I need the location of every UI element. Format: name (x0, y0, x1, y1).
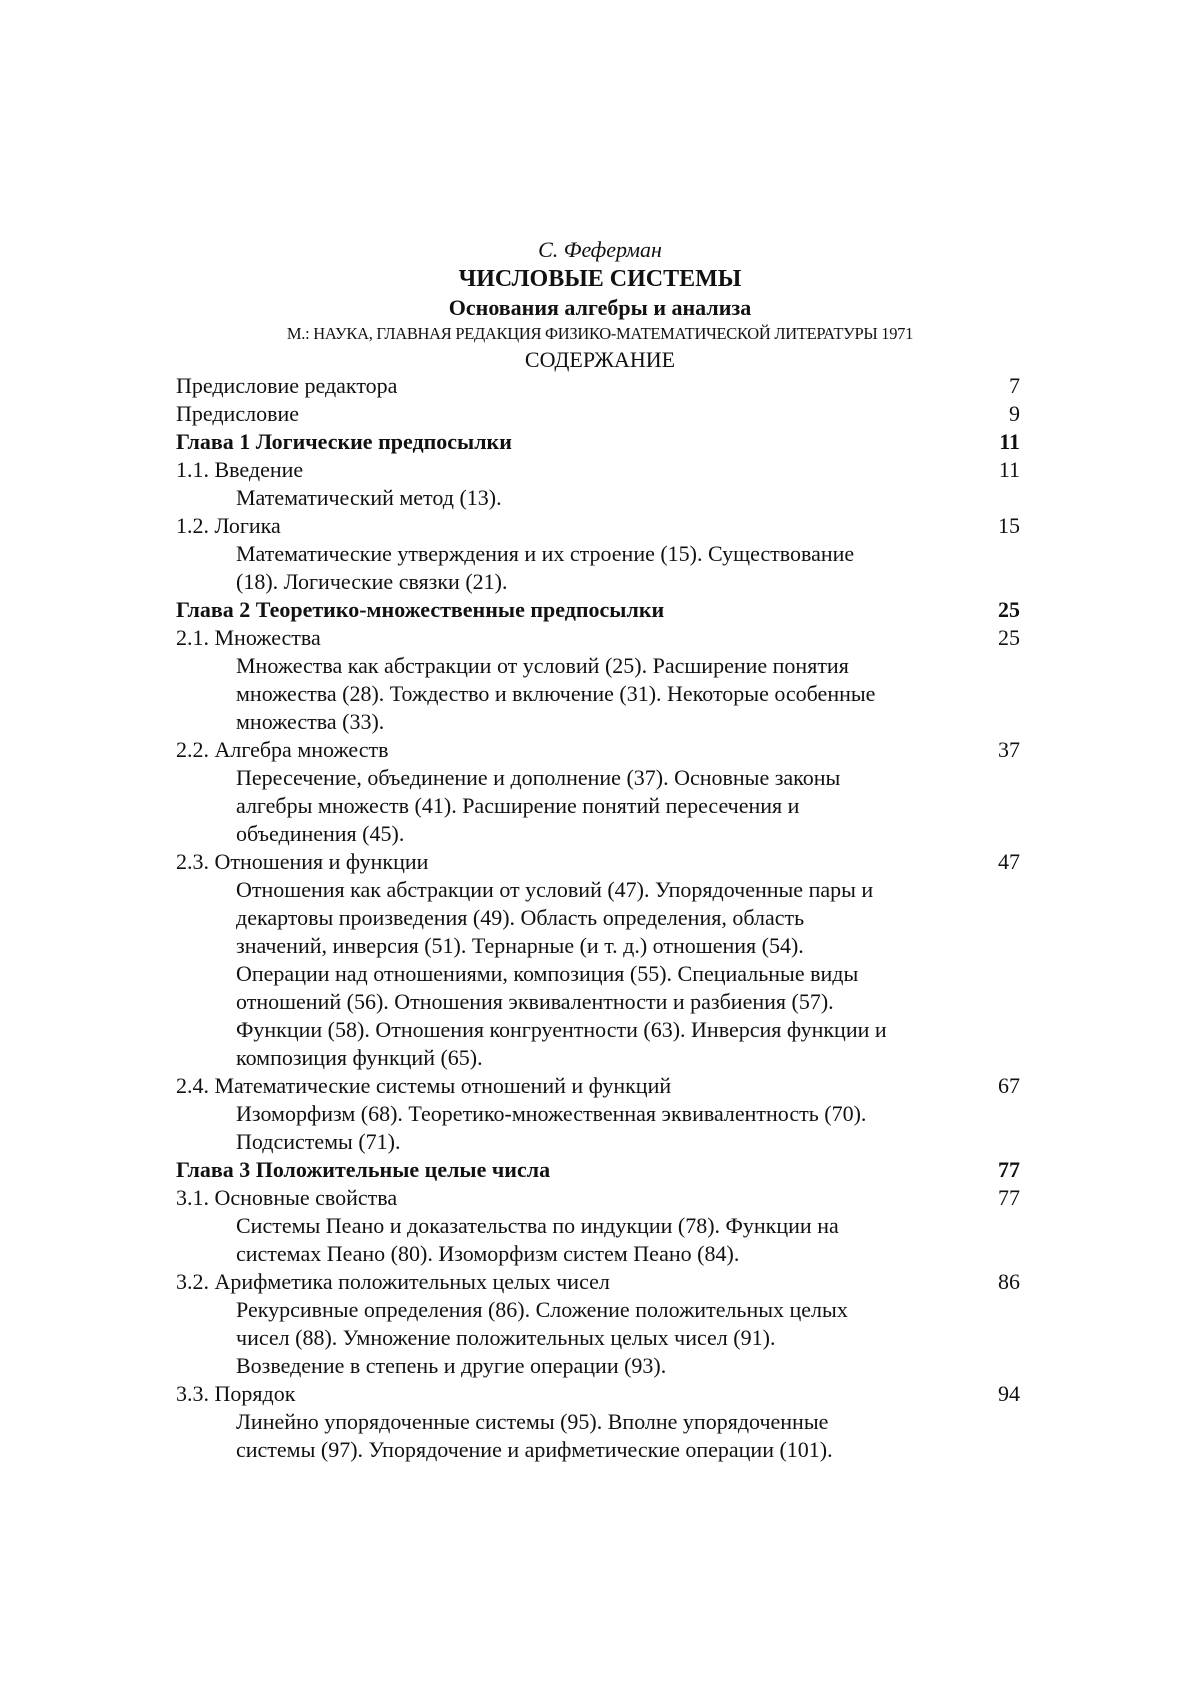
toc-label: 2.3. Отношения и функции (176, 849, 429, 874)
toc-page-number: 11 (998, 457, 1020, 482)
toc-chapter (176, 428, 1020, 456)
toc-description-line: чисел (88). Умножение положительных целых чисел (91). (236, 1325, 776, 1350)
toc-label: 2.4. Математические системы отношений и функций (176, 1073, 672, 1098)
toc-label: 1.2. Логика (176, 513, 281, 538)
toc-section (176, 1380, 1020, 1408)
toc-section (176, 1072, 1020, 1100)
toc-description-line: алгебры множеств (41). Расширение понятий пересечения и (236, 793, 800, 818)
toc-section (176, 848, 1020, 876)
publisher-line: М.: НАУКА, ГЛАВНАЯ РЕДАКЦИЯ ФИЗИКО-МАТЕМАТИЧЕСКОЙ ЛИТЕРАТУРЫ 1971 (286, 324, 914, 343)
toc-label: 2.2. Алгебра множеств (176, 737, 389, 762)
toc-section (176, 624, 1020, 652)
toc-entry (176, 400, 1020, 428)
toc-label: 2.1. Множества (176, 625, 321, 650)
toc-description-line: отношений (56). Отношения эквивалентности и разбиения (57). (236, 989, 834, 1014)
toc-section (176, 1184, 1020, 1212)
toc-description-line: (18). Логические связки (21). (236, 569, 508, 594)
toc-section (176, 456, 1020, 484)
toc-description-line: множества (33). (236, 709, 385, 734)
toc-chapter (176, 1156, 1020, 1184)
toc-description-line: Отношения как абстракции от условий (47). Упорядоченные пары и (236, 877, 874, 902)
toc-page-number: 47 (998, 849, 1020, 874)
toc-description-line: Возведение в степень и другие операции (93). (236, 1353, 667, 1378)
toc-page-number: 25 (998, 625, 1020, 650)
toc-section (176, 736, 1020, 764)
toc-description-line: Системы Пеано и доказательства по индукции (78). Функции на (236, 1213, 839, 1238)
table-of-contents (176, 372, 1020, 1464)
toc-description-line: Множества как абстракции от условий (25). Расширение понятия (236, 653, 849, 678)
toc-description-line: Изоморфизм (68). Теоретико-множественная эквивалентность (70). (236, 1101, 867, 1126)
book-header (0, 236, 1200, 374)
toc-page-number: 77 (998, 1157, 1020, 1182)
toc-page-number: 15 (998, 513, 1020, 538)
toc-description-line: Подсистемы (71). (236, 1129, 401, 1154)
toc-page-number: 86 (998, 1269, 1020, 1294)
toc-description-line: композиция функций (65). (236, 1045, 483, 1070)
toc-description-line: значений, инверсия (51). Тернарные (и т. д.) отношения (54). (236, 933, 804, 958)
toc-label: Глава 1 Логические предпосылки (176, 429, 512, 454)
toc-page-number: 94 (998, 1381, 1020, 1406)
toc-page-number: 11 (999, 429, 1020, 454)
book-subtitle: Основания алгебры и анализа (448, 295, 752, 320)
toc-description-line: декартовы произведения (49). Область определения, область (236, 905, 805, 930)
toc-description-line: Операции над отношениями, композиция (55). Специальные виды (236, 961, 859, 986)
toc-label: 1.1. Введение (176, 457, 304, 482)
toc-chapter (176, 596, 1020, 624)
toc-description-line: Функции (58). Отношения конгруентности (63). Инверсия функции и (236, 1017, 887, 1042)
toc-section (176, 1268, 1020, 1296)
toc-description-line: Рекурсивные определения (86). Сложение положительных целых (236, 1297, 848, 1322)
toc-description-line: Линейно упорядоченные системы (95). Вполне упорядоченные (236, 1409, 829, 1434)
toc-label: Глава 2 Теоретико-множественные предпосылки (176, 597, 665, 622)
toc-page-number: 25 (998, 597, 1020, 622)
author: С. Феферман (538, 237, 662, 262)
toc-label: Предисловие (176, 401, 299, 426)
toc-description-line: Математический метод (13). (236, 485, 502, 510)
toc-label: Предисловие редактора (176, 373, 398, 398)
toc-description-line: системах Пеано (80). Изоморфизм систем Пеано (84). (236, 1241, 740, 1266)
toc-description-line: множества (28). Тождество и включение (31). Некоторые особенные (236, 681, 876, 706)
toc-description-line: системы (97). Упорядочение и арифметические операции (101). (236, 1437, 833, 1462)
toc-description-line: объединения (45). (236, 821, 405, 846)
toc-description-line: Пересечение, объединение и дополнение (37). Основные законы (236, 765, 841, 790)
toc-description-line: Математические утверждения и их строение (15). Существование (236, 541, 855, 566)
toc-section (176, 512, 1020, 540)
book-title: ЧИСЛОВЫЕ СИСТЕМЫ (458, 266, 742, 292)
toc-label: 3.3. Порядок (176, 1381, 296, 1406)
toc-label: 3.2. Арифметика положительных целых чисел (176, 1269, 610, 1294)
toc-page-number: 67 (998, 1073, 1020, 1098)
toc-page-number: 37 (998, 737, 1020, 762)
toc-entry (176, 372, 1020, 400)
toc-label: 3.1. Основные свойства (176, 1185, 398, 1210)
toc-page-number: 7 (1009, 373, 1020, 398)
contents-heading: СОДЕРЖАНИЕ (524, 347, 676, 372)
toc-label: Глава 3 Положительные целые числа (176, 1157, 551, 1182)
toc-page-number: 77 (998, 1185, 1020, 1210)
toc-page-number: 9 (1009, 401, 1020, 426)
